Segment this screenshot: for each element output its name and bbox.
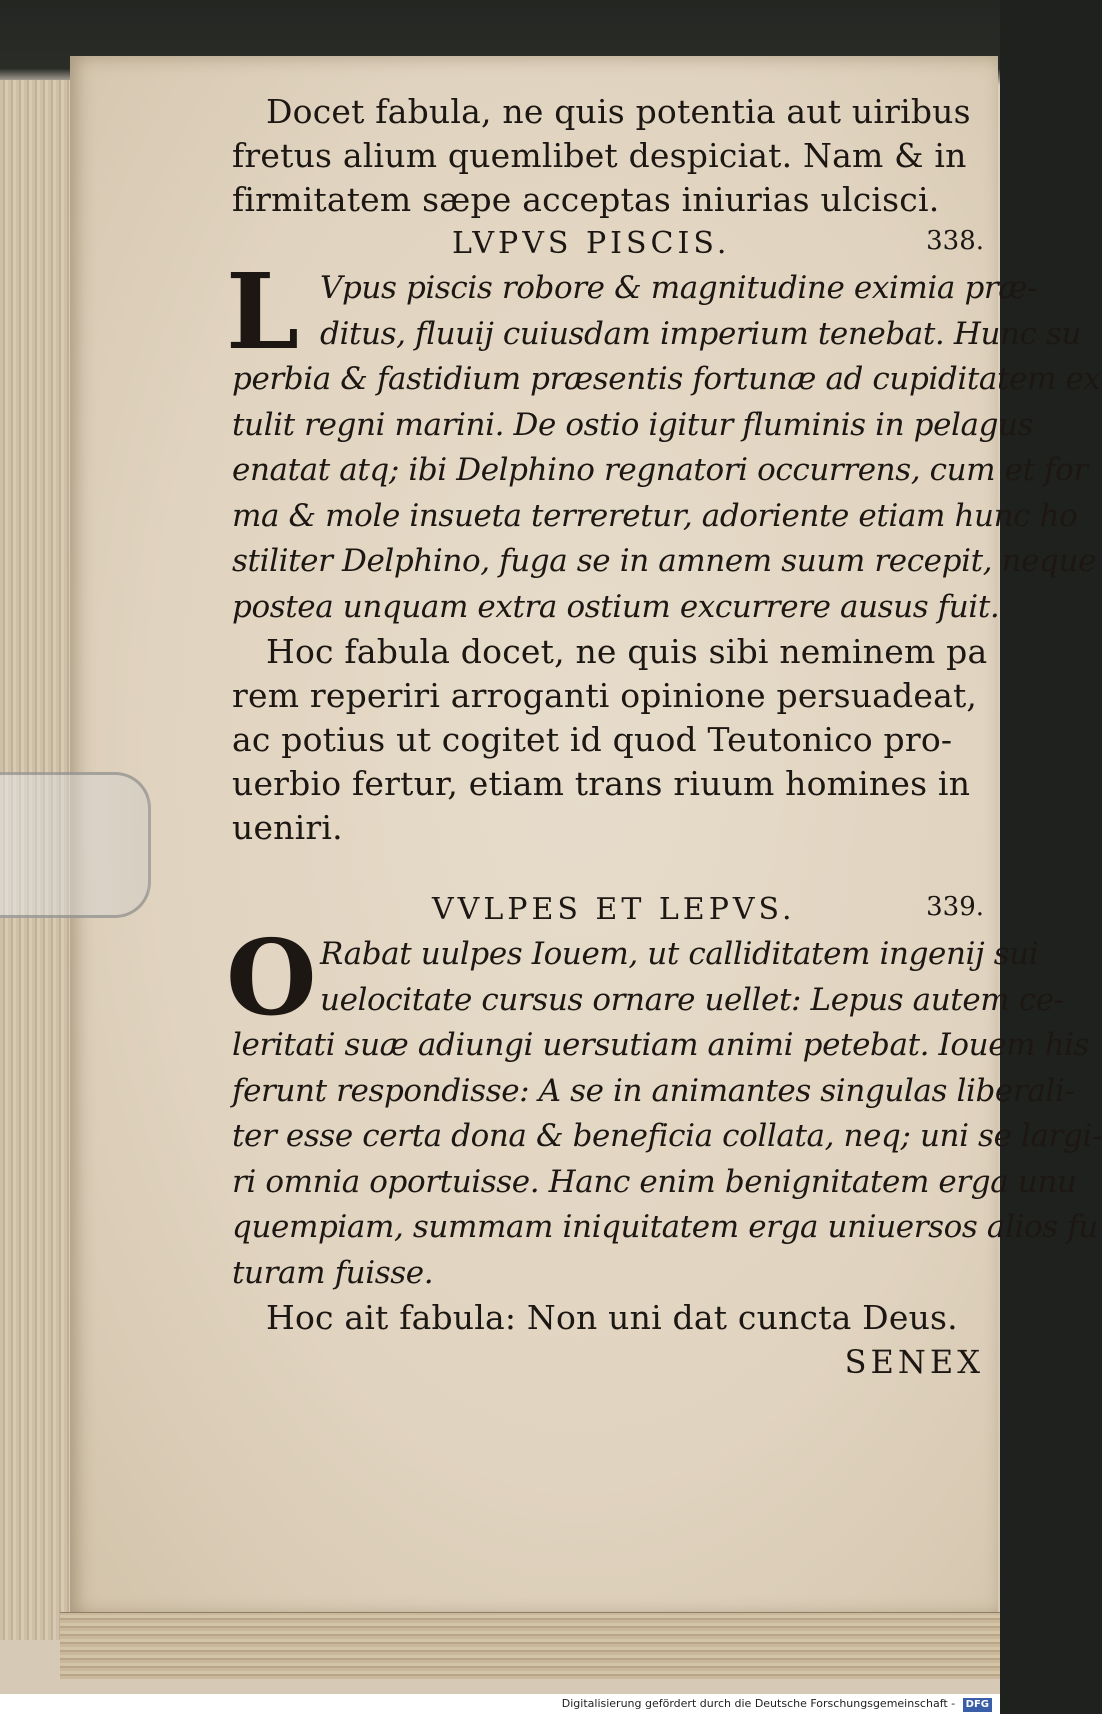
fable-heading	[232, 226, 984, 266]
text-line: Docet fabula, ne quis potentia aut uiribus	[266, 92, 971, 131]
text-line: turam fuisse.	[232, 1254, 434, 1291]
catchword: SENEX	[844, 1343, 984, 1381]
text-line: quempiam, summam iniquitatem erga uniuersos alios fu	[232, 1209, 1098, 1245]
moral-line: ac potius ut cogitet id quod Teutonico pro-	[232, 720, 953, 759]
text-line: Vpus piscis robore & magnitudine eximia præ-	[320, 270, 1038, 306]
fable-title: LVPVS PISCIS.	[452, 226, 731, 261]
page-edges-bottom	[60, 1612, 1000, 1679]
text-line: ditus, fluuij cuiusdam imperium tenebat. Hunc su	[320, 315, 1082, 352]
text-line: leritati suæ adiungi uersutiam animi petebat. Iouem his	[232, 1027, 1090, 1063]
drop-cap: L	[226, 250, 300, 373]
moral-line: rem reperiri arroganti opinione persuadeat,	[232, 676, 978, 715]
page-clip	[0, 772, 151, 918]
fable-body	[226, 916, 1102, 1296]
footer-credit: Digitalisierung gefördert durch die Deutsche Forschungsgemeinschaft -	[561, 1697, 956, 1710]
fable-title: VVLPES ET LEPVS.	[432, 892, 796, 927]
text-line: uelocitate cursus ornare uellet: Lepus autem ce-	[320, 981, 1064, 1018]
text-line: perbia & fastidium præsentis fortunæ ad cupiditatem ex	[232, 361, 1101, 397]
moral-line: uerbio fertur, etiam trans riuum homines in	[232, 764, 971, 803]
text-line: ri omnia oportuisse. Hanc enim benignitatem erga unu	[232, 1163, 1077, 1200]
text-line: postea unquam extra ostium excurrere ausus fuit.	[232, 588, 1000, 625]
text-line: ferunt respondisse: A se in animantes singulas liberali-	[232, 1072, 1075, 1109]
dfg-logo: DFG	[963, 1698, 992, 1712]
text-line: fretus alium quemlibet despiciat. Nam & in	[232, 136, 967, 175]
text-line: firmitatem sæpe acceptas iniurias ulcisci.	[232, 180, 940, 219]
moral-line: ueniri.	[232, 808, 343, 847]
fable-number: 338.	[926, 226, 984, 256]
page-text	[226, 90, 1102, 1384]
digitization-footer	[0, 1694, 1000, 1714]
text-line: stiliter Delphino, fuga se in amnem suum recepit, neque	[232, 543, 1097, 579]
text-line: enatat atq; ibi Delphino regnatori occurrens, cum et for	[232, 452, 1088, 488]
moral-line: Hoc ait fabula: Non uni dat cuncta Deus.	[266, 1298, 958, 1337]
text-line: tulit regni marini. De ostio igitur fluminis in pelagus	[232, 406, 1034, 443]
fable-number: 339.	[926, 892, 984, 922]
text-line: Rabat uulpes Iouem, ut calliditatem ingenij sui	[320, 936, 1039, 972]
text-line: ma & mole insueta terreretur, adoriente etiam hunc ho	[232, 497, 1078, 534]
fable-body	[226, 250, 1101, 630]
fable-heading	[232, 892, 984, 932]
drop-cap: O	[226, 916, 317, 1039]
text-line: ter esse certa dona & beneficia collata, neq; uni se largi-	[232, 1118, 1102, 1154]
moral-line: Hoc fabula docet, ne quis sibi neminem pa	[266, 632, 988, 671]
